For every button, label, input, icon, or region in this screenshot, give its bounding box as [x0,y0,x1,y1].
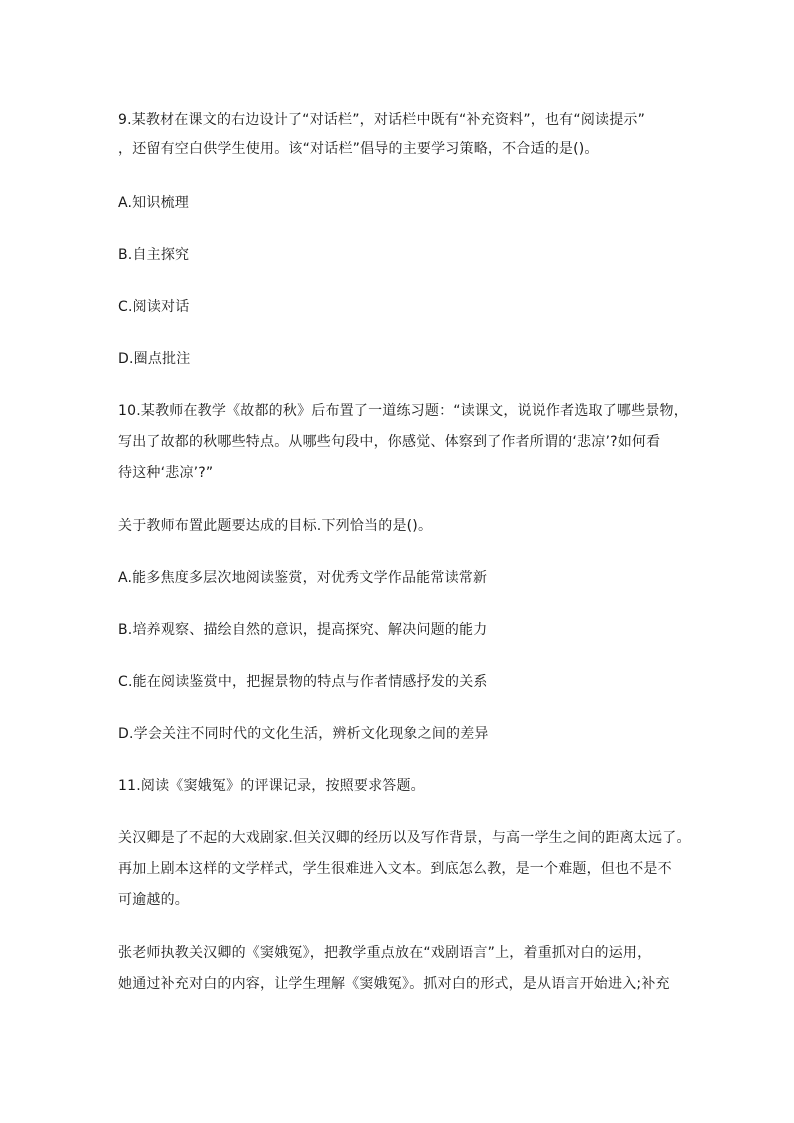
q10-option-a: A.能多焦度多层次地阅读鉴赏，对优秀文学作品能常读常新 [118,570,488,586]
q10-question: 关于教师布置此题要达成的目标.下列恰当的是()。 [118,518,433,534]
q9-option-d: D.圈点批注 [118,351,191,367]
q10-option-b: B.培养观察、描绘自然的意识，提高探究、解决问题的能力 [118,622,488,638]
q10-option-d: D.学会关注不同时代的文化生活，辨析文化现象之间的差异 [118,726,489,742]
q11-para-1-line-3: 可逾越的。 [118,892,189,908]
q10-stem-line-2: 写出了故都的秋哪些特点。从哪些句段中，你感觉、体察到了作者所谓的‘悲凉’?如何看 [118,434,661,450]
q11-stem: 11.阅读《窦娥冤》的评课记录，按照要求答题。 [118,778,425,794]
q10-option-c: C.能在阅读鉴赏中，把握景物的特点与作者情感抒发的关系 [118,674,488,690]
q9-stem-line-2: ，还留有空白供学生使用。该“对话栏”倡导的主要学习策略，不合适的是()。 [118,141,599,157]
q11-para-1-line-2: 再加上剧本这样的文学样式，学生很难进入文本。到底怎么教，是一个难题，但也不是不 [118,861,672,877]
q9-stem-line-1: 9.某教材在课文的右边设计了“对话栏”，对话栏中既有“补充资料”，也有“阅读提示” [118,112,646,128]
q9-option-b: B.自主探究 [118,247,190,263]
q10-stem-line-3: 待这种‘悲凉’?” [118,465,214,481]
q9-option-c: C.阅读对话 [118,299,190,315]
q11-para-1-line-1: 关汉卿是了不起的大戏剧家.但关汉卿的经历以及写作背景，与高一学生之间的距离太远了。 [118,830,691,846]
q9-option-a: A.知识梳理 [118,195,189,211]
q11-para-2-line-2: 她通过补充对白的内容，让学生理解《窦娥冤》。抓对白的形式，是从语言开始进入;补充 [118,976,670,992]
q10-stem-line-1: 10.某教师在教学《故都的秋》后布置了一道练习题：“读课文，说说作者选取了哪些景物， [118,403,688,419]
q11-para-2-line-1: 张老师执教关汉卿的《窦娥冤》，把教学重点放在“戏剧语言”上，着重抓对白的运用， [118,945,652,961]
